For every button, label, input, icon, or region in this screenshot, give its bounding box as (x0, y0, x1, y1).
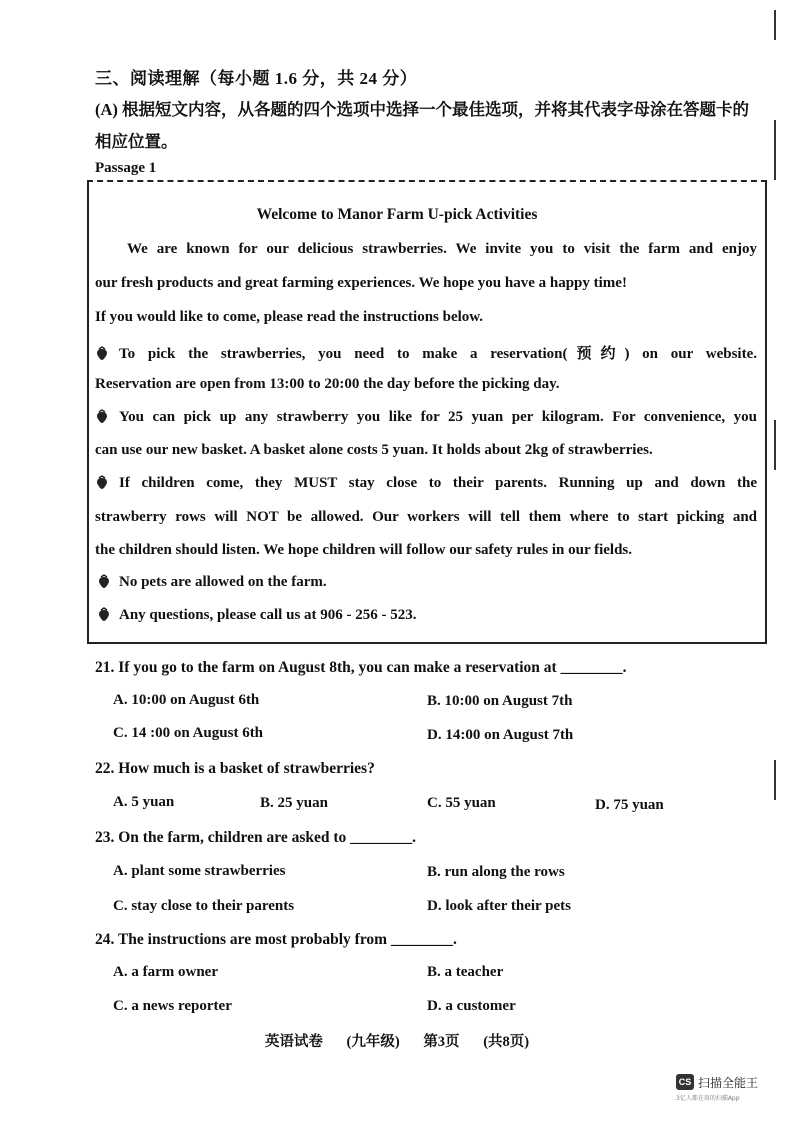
question-stem: 22. How much is a basket of strawberries? (95, 760, 375, 777)
watermark-app-name: 扫描全能王 (698, 1075, 759, 1090)
scan-edge-mark (774, 10, 776, 40)
rule-line: You can pick up any strawberry you like for 25 yuan per kilogram. For convenience, you (95, 409, 757, 426)
answer-option[interactable]: C. 55 yuan (427, 795, 496, 811)
intro-line: If you would like to come, please read the instructions below. (95, 309, 484, 325)
answer-option[interactable]: D. 14:00 on August 7th (427, 727, 574, 743)
scan-edge-mark (774, 120, 776, 180)
answer-option[interactable]: A. a farm owner (113, 964, 218, 980)
rule-line: can use our new basket. A basket alone costs 5 yuan. It holds about 2kg of strawberries. (95, 442, 653, 458)
strawberry-icon (95, 475, 113, 492)
footer-page-total: (共8页) (483, 1034, 530, 1050)
section-instruction: (A) 根据短文内容，从各题的四个选项中选择一个最佳选项，并将其代表字母涂在答题卡的相应位置。 (95, 100, 750, 151)
rule-line: Reservation are open from 13:00 to 20:00 the day before the picking day. (95, 376, 560, 392)
scanner-watermark (676, 1073, 758, 1102)
rule-line: If children come, they MUST stay close to their parents. Running up and down the (95, 475, 757, 492)
strawberry-icon (95, 346, 113, 363)
strawberry-icon (95, 409, 113, 426)
intro-line: our fresh products and great farming experiences. We hope you have a happy time! (95, 275, 627, 291)
rule-line: Any questions, please call us at 906 - 256 - 523. (95, 607, 757, 624)
answer-option[interactable]: B. 25 yuan (260, 795, 328, 811)
question-stem: 21. If you go to the farm on August 8th, you can make a reservation at ________. (95, 659, 627, 676)
answer-option[interactable]: B. 10:00 on August 7th (427, 693, 573, 709)
intro-line: We are known for our delicious strawberries. We invite you to visit the farm and enjoy (127, 241, 757, 257)
watermark-tagline: 3亿人都在用的扫描App (676, 1095, 740, 1102)
question-stem: 24. The instructions are most probably from ________. (95, 931, 457, 948)
answer-option[interactable]: D. 75 yuan (595, 797, 664, 813)
passage-label: Passage 1 (95, 160, 157, 176)
scan-edge-mark (774, 760, 776, 800)
page-footer (0, 1030, 794, 1051)
answer-option[interactable]: A. 10:00 on August 6th (113, 692, 260, 708)
rule-line: To pick the strawberries, you need to make a reservation(预约) on our website. (95, 342, 757, 363)
answer-option[interactable]: D. look after their pets (427, 898, 572, 914)
strawberry-icon (95, 574, 113, 591)
rule-line: strawberry rows will NOT be allowed. Our workers will tell them where to start picking and (95, 509, 757, 525)
answer-option[interactable]: C. stay close to their parents (113, 898, 295, 914)
section-title: 三、阅读理解（每小题 1.6 分，共 24 分） (95, 69, 418, 88)
scan-edge-mark (774, 420, 776, 470)
answer-option[interactable]: B. a teacher (427, 964, 504, 980)
footer-subject: 英语试卷 (264, 1034, 323, 1050)
footer-grade: (九年级) (346, 1034, 400, 1050)
strawberry-icon (95, 607, 113, 624)
camscanner-logo-icon: CS (676, 1074, 694, 1090)
answer-option[interactable]: D. a customer (427, 998, 516, 1014)
rule-line: No pets are allowed on the farm. (95, 574, 757, 591)
answer-option[interactable]: A. plant some strawberries (113, 863, 286, 879)
passage-title: Welcome to Manor Farm U-pick Activities (256, 206, 538, 223)
answer-option[interactable]: C. a news reporter (113, 998, 232, 1014)
answer-option[interactable]: B. run along the rows (427, 864, 565, 880)
footer-page-number: 第3页 (423, 1034, 460, 1050)
question-stem: 23. On the farm, children are asked to ________. (95, 829, 417, 846)
answer-option[interactable]: C. 14 :00 on August 6th (113, 725, 264, 741)
rule-line: the children should listen. We hope children will follow our safety rules in our fields. (95, 542, 633, 558)
answer-option[interactable]: A. 5 yuan (113, 794, 175, 810)
